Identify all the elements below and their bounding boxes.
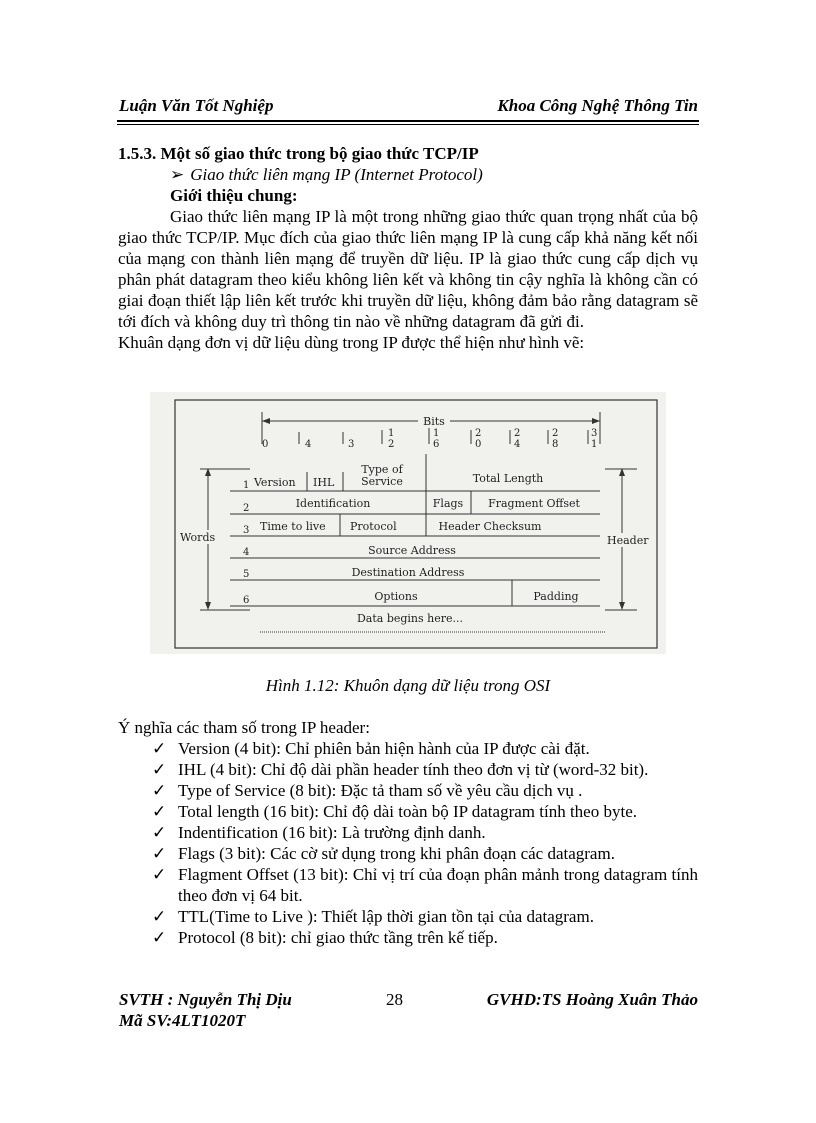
bit-tick-20-a: 2 [475, 428, 482, 439]
field-protocol: Protocol [350, 520, 397, 533]
field-total-length: Total Length [472, 472, 544, 485]
row-number-3: 3 [243, 525, 250, 536]
section-content [118, 143, 698, 353]
row-number-1: 1 [243, 480, 250, 491]
list-item: ✓ Protocol (8 bit): chỉ giao thức tầng trên kế tiếp. [152, 928, 498, 947]
check-icon: ✓ [152, 823, 167, 842]
bit-tick-28-b: 8 [552, 439, 559, 450]
field-destination-address: Destination Address [351, 566, 465, 579]
subheading: Giới thiệu chung: [170, 186, 298, 205]
ip-header-diagram [150, 392, 666, 654]
field-flags: Flags [432, 497, 464, 510]
section-title: 1.5.3. Một số giao thức trong bộ giao thức TCP/IP [118, 144, 479, 163]
field-ttl: Time to live [260, 520, 326, 533]
list-item: ✓ Version (4 bit): Chỉ phiên bản hiện hành của IP được cài đặt. [152, 739, 590, 758]
list-item: ✓ TTL(Time to Live ): Thiết lập thời gian tồn tại của datagram. [152, 907, 594, 926]
bit-tick-4: 4 [305, 439, 312, 450]
header-right-title: Khoa Công Nghệ Thông Tin [497, 96, 698, 115]
header-rule-thin [117, 124, 699, 125]
format-intro: Khuân dạng đơn vị dữ liệu dùng trong IP được thể hiện như hình vẽ: [118, 333, 585, 352]
list-item: ✓ IHL (4 bit): Chỉ độ dài phần header tính theo đơn vị từ (word-32 bit). [152, 760, 649, 779]
bit-tick-16-b: 6 [433, 439, 440, 450]
row-number-2: 2 [243, 503, 250, 514]
footer-advisor: GVHD:TS Hoàng Xuân Thảo [486, 990, 698, 1009]
bullet-line [118, 164, 698, 185]
params-intro: Ý nghĩa các tham số trong IP header: [118, 718, 370, 737]
bit-tick-0: 0 [262, 439, 269, 450]
bit-tick-12-b: 2 [388, 439, 395, 450]
list-item: ✓ Type of Service (8 bit): Đặc tả tham số về yêu cầu dịch vụ . [152, 781, 583, 800]
bit-tick-24-b: 4 [514, 439, 521, 450]
bit-tick-31-a: 3 [591, 428, 598, 439]
field-source-address: Source Address [368, 544, 456, 557]
row-number-4: 4 [243, 547, 250, 558]
check-icon: ✓ [152, 760, 167, 779]
row-number-5: 5 [243, 569, 250, 580]
bit-tick-31-b: 1 [591, 439, 598, 450]
words-label: Words [180, 531, 216, 544]
check-icon: ✓ [152, 928, 167, 947]
row-number-6: 6 [243, 595, 250, 606]
bit-tick-labels [262, 428, 597, 450]
header-left-title: Luận Văn Tốt Nghiệp [119, 96, 274, 115]
bits-arrow-left [262, 418, 270, 424]
params-list [150, 738, 698, 948]
field-version: Version [254, 476, 296, 489]
footer-page-number: 28 [386, 990, 403, 1009]
field-data-begins: Data begins here... [356, 612, 464, 625]
list-item: ✓ Total length (16 bit): Chỉ độ dài toàn bộ IP datagram tính theo byte. [152, 802, 637, 821]
list-item: ✓ Flagment Offset (13 bit): Chỉ vị trí của đoạn phân mảnh trong datagram tính theo đơn vị 64 bit. [152, 865, 698, 905]
arrow-bullet-icon: ➢ [170, 165, 185, 184]
bits-arrow-right [592, 418, 600, 424]
words-arrow-down [205, 602, 211, 610]
field-padding: Padding [533, 590, 579, 603]
bit-tick-20-b: 0 [475, 439, 482, 450]
header-label: Header [607, 534, 649, 547]
check-icon: ✓ [152, 802, 167, 821]
field-tos-line1: Type of [361, 463, 403, 476]
field-options: Options [374, 590, 418, 603]
footer-student-id: Mã SV:4LT1020T [119, 1011, 246, 1030]
bit-tick-28-a: 2 [552, 428, 559, 439]
bits-label: Bits [423, 415, 445, 428]
field-header-checksum: Header Checksum [438, 520, 542, 533]
field-ihl: IHL [313, 476, 335, 489]
list-item: ✓ Indentification (16 bit): Là trường định danh. [152, 823, 486, 842]
check-icon: ✓ [152, 865, 167, 884]
bit-tick-24-a: 2 [514, 428, 521, 439]
bit-tick-3: 3 [348, 439, 355, 450]
figure-caption: Hình 1.12: Khuôn dạng dữ liệu trong OSI [265, 676, 551, 695]
figure-frame [175, 400, 657, 648]
check-icon: ✓ [152, 907, 167, 926]
check-icon: ✓ [152, 844, 167, 863]
footer-student: SVTH : Nguyễn Thị Dịu [119, 990, 292, 1009]
header-rule [117, 120, 699, 122]
check-icon: ✓ [152, 781, 167, 800]
field-identification: Identification [295, 497, 371, 510]
bit-tick-16-a: 1 [433, 428, 440, 439]
field-tos-line2: Service [361, 475, 403, 488]
bit-tick-12-a: 1 [388, 428, 395, 439]
intro-paragraph: Giao thức liên mạng IP là một trong những giao thức quan trọng nhất của bộ giao thức TCP/IP. Mục đích của giao thức liên mạng IP là cung cấp khả năng kết nối của mạng con thành liên mạng để truyền dữ liệu. IP là giao thức cung cấp dịch vụ phân phát datagram theo kiểu không liên kết và không tin cậy nghĩa là không cần có giai đoạn thiết lập liên kết trước khi truyền dữ liệu, không đảm bảo rằng datagram sẽ tới đích và không duy trì thông tin nào về những datagram đã gửi đi. [118, 207, 698, 331]
list-item: ✓ Flags (3 bit): Các cờ sử dụng trong khi phân đoạn các datagram. [152, 844, 615, 863]
bullet-text: Giao thức liên mạng IP (Internet Protocol) [190, 165, 483, 184]
check-icon: ✓ [152, 739, 167, 758]
field-fragment-offset: Fragment Offset [488, 497, 580, 510]
header-arrow-down [619, 602, 625, 610]
ip-header-figure [150, 392, 666, 654]
